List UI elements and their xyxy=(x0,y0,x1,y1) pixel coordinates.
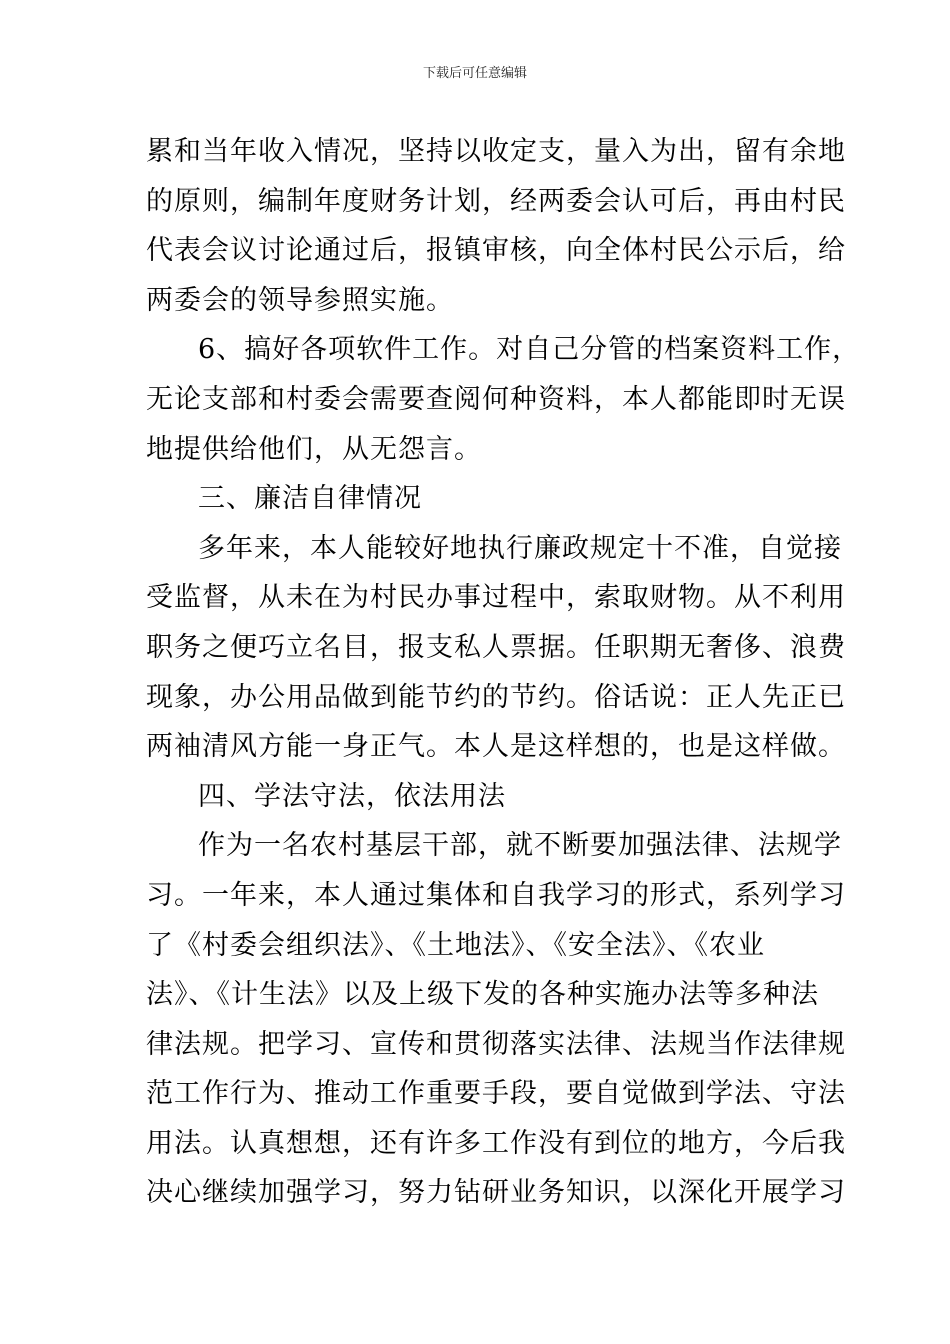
text-line: 用法。认真想想，还有许多工作没有到位的地方，今后我 xyxy=(146,1127,846,1159)
text-line: 累和当年收入情况，坚持以收定支，量入为出，留有余地 xyxy=(146,136,846,167)
text-line: 职务之便巧立名目，报支私人票据。任职期无奢侈、浪费 xyxy=(146,631,846,663)
text-line: 作为一名农村基层干部，就不断要加强法律、法规学 xyxy=(198,830,842,862)
text-line: 地提供给他们，从无怨言。 xyxy=(146,433,482,465)
text-line: 习。一年来，本人通过集体和自我学习的形式，系列学习 xyxy=(146,879,846,911)
text-line: 无论支部和村委会需要查阅何种资料，本人都能即时无误 xyxy=(146,383,846,415)
text-line: 现象，办公用品做到能节约的节约。俗话说：正人先正已 xyxy=(146,681,846,713)
text-line: 两袖清风方能一身正气。本人是这样想的，也是这样做。 xyxy=(146,731,846,763)
text-line: 律法规。把学习、宣传和贯彻落实法律、法规当作法律规 xyxy=(146,1028,846,1060)
text-line: 决心继续加强学习，努力钻研业务知识，以深化开展学习 xyxy=(146,1177,846,1209)
text-line: 的原则，编制年度财务计划，经两委会认可后，再由村民 xyxy=(146,185,846,217)
text-line: 代表会议讨论通过后，报镇审核，向全体村民公示后，给 xyxy=(146,235,846,267)
section-heading: 四、学法守法，依法用法 xyxy=(198,780,506,812)
page-header: 下载后可任意编辑 xyxy=(422,66,527,81)
text-line: 两委会的领导参照实施。 xyxy=(146,284,454,316)
text-line: 6、搞好各项软件工作。对自己分管的档案资料工作， xyxy=(198,334,861,366)
text-line: 受监督，从未在为村民办事过程中，索取财物。从不利用 xyxy=(146,582,846,614)
document-body xyxy=(146,127,861,1218)
section-heading: 三、廉洁自律情况 xyxy=(198,483,422,515)
text-line: 法》、《计生法》以及上级下发的各种实施办法等多种法 xyxy=(146,979,819,1011)
text-line: 了《村委会组织法》、《土地法》、《安全法》、《农业 xyxy=(146,929,765,961)
text-line: 范工作行为、推动工作重要手段，要自觉做到学法、守法 xyxy=(146,1078,846,1110)
text-line: 多年来，本人能较好地执行廉政规定十不准，自觉接 xyxy=(198,532,842,564)
